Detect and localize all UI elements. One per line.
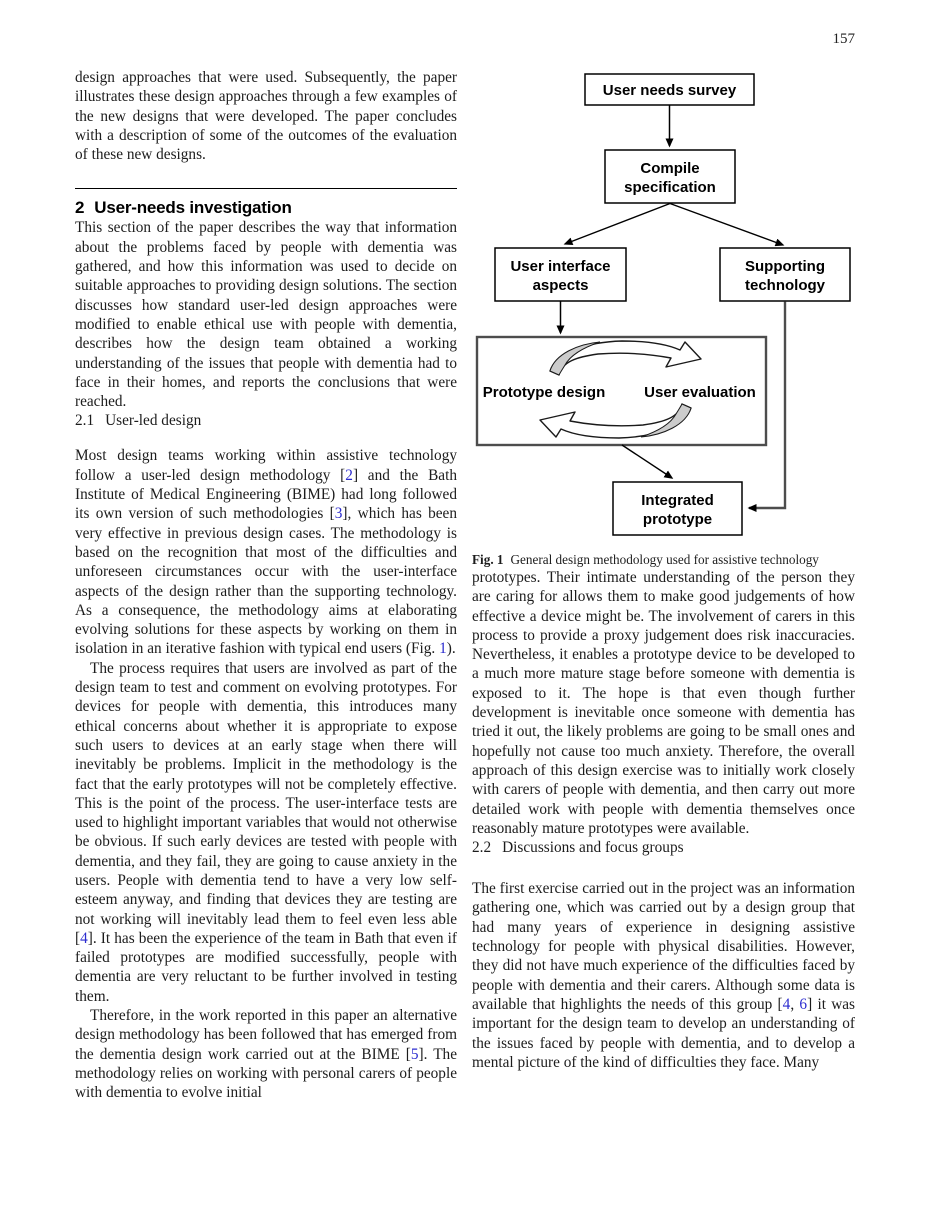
figure-link[interactable]: 1 — [439, 640, 447, 658]
paragraph: design approaches that were used. Subsequently, the paper illustrates these design approaches through a few examples of the new designs that were developed. The paper concludes with a description of some of the outcomes of the evaluation of these new designs. — [75, 69, 457, 164]
flowchart-label: Integrated — [641, 492, 714, 509]
flow-arrow — [622, 445, 672, 478]
flowchart-label: Prototype design — [482, 384, 606, 401]
text-run: Therefore, in the work reported in this paper an alternative design methodology has been followed that has emerged from the dementia design work carried out at the BIME [ — [75, 1007, 457, 1063]
subsection-number: 2.1 — [75, 412, 95, 430]
subsection-number: 2.2 — [472, 839, 492, 857]
figure-caption-text: General design methodology used for assistive technology — [510, 552, 819, 567]
citation-link[interactable]: 2 — [345, 466, 353, 484]
cycle-arrow-top — [550, 341, 701, 375]
citation-link[interactable]: 4 — [80, 929, 88, 947]
subsection-title: Discussions and focus groups — [502, 839, 684, 857]
paragraph — [75, 659, 457, 1006]
flowchart-label: User interface — [510, 258, 611, 275]
section-heading — [75, 198, 457, 218]
paragraph — [472, 879, 855, 1072]
citation-link[interactable]: 4 — [782, 995, 791, 1013]
citation-link[interactable]: 3 — [334, 505, 343, 523]
page-number: 157 — [832, 31, 855, 47]
paragraph: This section of the paper describes the way that information about the problems faced by people with dementia was gathered, and how this information was used to decide on suitable approaches to providing design solutions. The section discusses how standard user-led design approaches were modified to enable ethical use with people with dementia, describes how the design team obtained a working understanding of the issues that people with dementia had to face in their homes, and reports the conclusions that were reached. — [75, 219, 457, 411]
subsection-heading — [472, 838, 855, 857]
paragraph — [75, 446, 457, 658]
flowchart-label: Compile — [640, 160, 700, 177]
section-rule — [75, 188, 457, 189]
figure-caption — [472, 552, 872, 568]
flowchart-label: specification — [624, 179, 716, 196]
figure-1 — [472, 60, 872, 568]
flowchart-label: Supporting — [745, 258, 825, 275]
citation-link[interactable]: 5 — [410, 1045, 419, 1063]
text-run: ] it was important for the design team to develop an understanding of the issues faced by people with dementia, and to develop a mental picture of the kind of difficulties they face. Many — [472, 995, 856, 1071]
text-run: ]. It has been the experience of the team in Bath that even if failed prototypes are modified successfully, people with dementia are very reluctant to be further involved in testing them. — [75, 929, 457, 1005]
right-column — [472, 60, 855, 1072]
section-title: User-needs investigation — [94, 198, 292, 218]
paragraph: prototypes. Their intimate understanding of the person they are caring for allows them to make good judgements of how effective a device might be. The involvement of carers in this process to provide a proxy judgement does risk inaccuracies. Nevertheless, it enables a prototype device to be developed to a much more mature stage before someone with dementia is exposed to it. The hope is that even though further development is inevitable once someone with dementia has tried it out, the likely problems are going to be small ones and hopefully not cause too much anxiety. Therefore, the overall approach of this design exercise was to initially work closely with carers of people with dementia, and then carry out more detailed work with people with dementia themselves once reasonably mature prototypes were available. — [472, 569, 855, 837]
flowchart-label: technology — [744, 277, 826, 294]
text-run: The first exercise carried out in the project was an information gathering one, which was carried out by a design group that had many years of experience in designing assistive technology for people with physical disabilities. However, they did not have much experience of the difficulties faced by people with dementia and their carers. Although some data is available that highlights the needs of this group [ — [472, 880, 855, 1013]
flow-arrow — [670, 204, 783, 246]
cycle-arrow-bottom — [540, 404, 691, 438]
subsection-title: User-led design — [105, 412, 202, 430]
text-run: Most design teams working within assistive technology follow a user-led design methodology [ — [75, 447, 457, 484]
text-run: The process requires that users are involved as part of the design team to test and comment on evolving prototypes. For devices for people with dementia, this introduces many ethical concerns about whether it is appropriate to expose such users to devices at an early stage when there will inevitably be problems. Implicit in the methodology is the fact that the early prototypes will not be completely effective. This is the point of the process. The user-interface tests are used to highlight important variables that would not otherwise be obvious. If such early devices are tested with people with dementia, and they fail, they are going to cause anxiety in the users. People with dementia tend to have a very low self-esteem anyway, and finding that devices they are testing are not working will inevitably lead them to feel even less able [ — [75, 659, 457, 947]
flowchart-label: User needs survey — [602, 82, 737, 99]
text-run: , — [790, 995, 800, 1013]
flowchart-label: prototype — [642, 511, 713, 528]
flowchart-label: aspects — [532, 277, 589, 294]
section-number: 2 — [75, 198, 85, 218]
flow-arrow — [565, 204, 670, 245]
left-column — [75, 68, 457, 1103]
paragraph — [75, 1006, 457, 1102]
flowchart-diagram — [472, 60, 872, 540]
text-run: ] and the Bath Institute of Medical Engineering (BIME) had long followed its own version of such methodologies [ — [75, 466, 457, 523]
flowchart-label: User evaluation — [644, 384, 756, 401]
figure-caption-label: Fig. 1 — [472, 552, 504, 567]
text-run: ], which has been very effective in previous design cases. The methodology is based on the recognition that most of the difficulties and unforeseen circumstances occur with the user-interface aspects of the design rather than the supporting technology. As a consequence, the methodology aims at elaborating evolving solutions for these aspects by working on them in isolation in an iterative fashion with typical end users (Fig. — [75, 505, 457, 658]
citation-link[interactable]: 6 — [799, 995, 808, 1013]
text-run: ). — [446, 640, 456, 658]
text-run: ]. The methodology relies on working with personal carers of people with dementia to evolve initial — [75, 1045, 457, 1102]
subsection-heading — [75, 411, 457, 430]
